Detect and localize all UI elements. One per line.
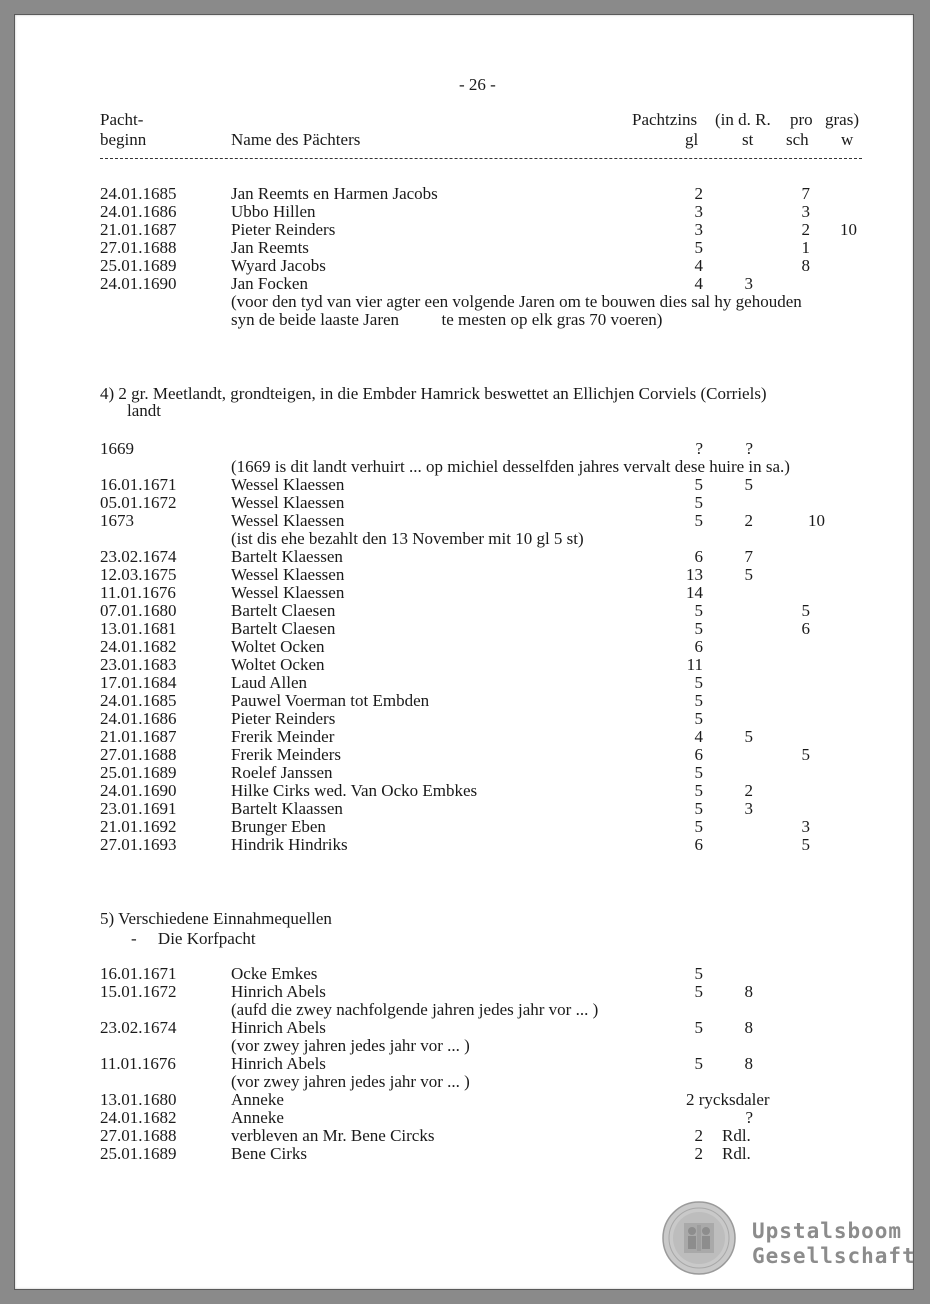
row-name: Ocke Emkes: [231, 964, 318, 983]
row-gl: 5: [694, 619, 703, 638]
table-row: [15, 620, 913, 638]
table-row: [15, 656, 913, 674]
header-name: Name des Pächters: [231, 130, 361, 149]
row-date: 24.01.1690: [100, 781, 177, 800]
row-name: Wessel Klaessen: [231, 493, 345, 512]
row-gl: 5: [694, 1054, 703, 1073]
row-note: (1669 is dit landt verhuirt ... op michiel desselfden jahres vervalt dese huire in sa.): [231, 457, 790, 476]
section-subheading: - Die Korfpacht: [131, 929, 256, 948]
document-page: [14, 14, 914, 1290]
row-name: Bartelt Klaassen: [231, 799, 343, 818]
row-date: 23.01.1683: [100, 655, 177, 674]
row-amount: 2 rycksdaler: [686, 1090, 770, 1109]
row-st: 2: [744, 511, 753, 530]
row-st: 5: [744, 475, 753, 494]
row-name: Wessel Klaessen: [231, 475, 345, 494]
row-gl: 14: [686, 583, 703, 602]
table-row: [15, 1145, 913, 1163]
table-row: [15, 983, 913, 1001]
table-row: [15, 710, 913, 728]
row-st: 7: [744, 547, 753, 566]
row-name: Laud Allen: [231, 673, 308, 692]
brand-name-line1: Upstalsboom: [752, 1219, 903, 1243]
header-divider: [100, 158, 862, 159]
row-st: 3: [744, 274, 753, 293]
header-gras: gras): [825, 110, 859, 129]
table-row: [15, 1127, 913, 1145]
table-row: [15, 476, 913, 494]
row-gl: 5: [694, 493, 703, 512]
row-name: Wessel Klaessen: [231, 511, 345, 530]
row-date: 24.01.1686: [100, 202, 177, 221]
row-date: 27.01.1688: [100, 1126, 177, 1145]
row-gl: 5: [694, 475, 703, 494]
row-note: (voor den tyd van vier agter een volgende Jaren om te bouwen dies sal hy gehouden: [231, 292, 802, 311]
row-w: 10: [840, 220, 857, 239]
table-row: [15, 185, 913, 203]
table-row: [15, 764, 913, 782]
section-heading: 5) Verschiedene Einnahmequellen: [100, 909, 332, 928]
row-name: Wyard Jacobs: [231, 256, 326, 275]
row-date: 23.01.1691: [100, 799, 177, 818]
row-date: 21.01.1687: [100, 220, 177, 239]
page-number: - 26 -: [459, 75, 496, 94]
row-note: syn de beide laaste Jaren te mesten op elk gras 70 voeren): [231, 310, 663, 329]
row-name: Ubbo Hillen: [231, 202, 316, 221]
header-gl: gl: [685, 130, 699, 149]
row-name: verbleven an Mr. Bene Circks: [231, 1126, 435, 1145]
row-sch: 8: [801, 256, 810, 275]
row-st: 5: [744, 565, 753, 584]
row-name: Bartelt Claesen: [231, 601, 336, 620]
row-date: 11.01.1676: [100, 583, 176, 602]
section-heading: 4) 2 gr. Meetlandt, grondteigen, in die Embder Hamrick beswettet an Ellichjen Corviels (Corriels): [100, 384, 767, 403]
table-row: [15, 512, 913, 530]
row-date: 24.01.1685: [100, 184, 177, 203]
table-row: [15, 1055, 913, 1073]
table-row: [15, 836, 913, 854]
table-row: [15, 548, 913, 566]
row-sch: 3: [801, 202, 810, 221]
table-row: [15, 203, 913, 221]
row-gl: 5: [694, 673, 703, 692]
row-unit: Rdl.: [722, 1144, 751, 1163]
row-gl: 5: [694, 601, 703, 620]
row-gl: 5: [694, 511, 703, 530]
row-note: (vor zwey jahren jedes jahr vor ... ): [231, 1036, 470, 1055]
row-gl: 5: [694, 1018, 703, 1037]
row-date: 25.01.1689: [100, 256, 177, 275]
table-row: [15, 1109, 913, 1127]
row-date: 13.01.1680: [100, 1090, 177, 1109]
row-name: Wessel Klaessen: [231, 583, 345, 602]
row-gl: 2: [694, 1126, 703, 1145]
row-name: Bartelt Klaessen: [231, 547, 343, 566]
row-st: 8: [744, 1018, 753, 1037]
row-sch: 1: [801, 238, 810, 257]
row-gl: 11: [686, 655, 703, 674]
header-date-line1: Pacht-: [100, 110, 144, 129]
table-row: [15, 728, 913, 746]
table-row: [15, 692, 913, 710]
row-date: 25.01.1689: [100, 1144, 177, 1163]
row-gl: 6: [694, 637, 703, 656]
row-date: 12.03.1675: [100, 565, 177, 584]
row-name: Jan Focken: [231, 274, 308, 293]
row-date: 24.01.1685: [100, 691, 177, 710]
row-date: 21.01.1692: [100, 817, 177, 836]
row-name: Frerik Meinder: [231, 727, 335, 746]
table-row: [15, 440, 913, 458]
row-date: 27.01.1688: [100, 745, 177, 764]
row-name: Hinrich Abels: [231, 1054, 326, 1073]
row-name: Bartelt Claesen: [231, 619, 336, 638]
row-name: Pieter Reinders: [231, 709, 336, 728]
row-name: Brunger Eben: [231, 817, 326, 836]
table-row: [15, 1019, 913, 1037]
table-row: [15, 239, 913, 257]
header-w: w: [841, 130, 854, 149]
row-date: 27.01.1693: [100, 835, 177, 854]
row-name: Bene Cirks: [231, 1144, 308, 1163]
table-row: [15, 818, 913, 836]
row-sch: 5: [801, 601, 810, 620]
row-date: 24.01.1682: [100, 1108, 177, 1127]
seal-logo-icon: [662, 1201, 736, 1275]
row-gl: 6: [694, 547, 703, 566]
table-row: [15, 602, 913, 620]
row-date: 16.01.1671: [100, 964, 177, 983]
row-name: Anneke: [231, 1108, 284, 1127]
row-date: 13.01.1681: [100, 619, 177, 638]
table-row: [15, 1091, 913, 1109]
row-gl: 5: [694, 964, 703, 983]
row-sch: 6: [801, 619, 810, 638]
table-row: [15, 674, 913, 692]
row-name: Wessel Klaessen: [231, 565, 345, 584]
row-date: 27.01.1688: [100, 238, 177, 257]
row-gl: 2: [694, 1144, 703, 1163]
table-row: [15, 257, 913, 275]
row-gl: 5: [694, 781, 703, 800]
row-name: Jan Reemts en Harmen Jacobs: [231, 184, 438, 203]
table-row: [15, 800, 913, 818]
table-row: [15, 275, 913, 293]
header-pro: pro: [790, 110, 813, 129]
row-name: Hinrich Abels: [231, 1018, 326, 1037]
row-gl: 4: [694, 274, 703, 293]
section-heading-cont: landt: [127, 401, 161, 420]
header-st: st: [742, 130, 754, 149]
row-name: Hindrik Hindriks: [231, 835, 348, 854]
row-date: 16.01.1671: [100, 475, 177, 494]
row-gl: 5: [694, 799, 703, 818]
row-date: 17.01.1684: [100, 673, 177, 692]
row-unit: Rdl.: [722, 1126, 751, 1145]
row-gl: 4: [694, 727, 703, 746]
row-gl: 3: [694, 202, 703, 221]
row-date: 07.01.1680: [100, 601, 177, 620]
header-pachtzins: Pachtzins: [632, 110, 698, 129]
table-row: [15, 494, 913, 512]
row-sch: 2: [801, 220, 810, 239]
table-row: [15, 221, 913, 239]
row-date: 1669: [100, 439, 134, 458]
row-note: (vor zwey jahren jedes jahr vor ... ): [231, 1072, 470, 1091]
table-row: [15, 638, 913, 656]
table-row: [15, 566, 913, 584]
row-name: Hilke Cirks wed. Van Ocko Embkes: [231, 781, 478, 800]
row-date: 1673: [100, 511, 134, 530]
row-date: 25.01.1689: [100, 763, 177, 782]
row-gl: 5: [694, 982, 703, 1001]
row-name: Pauwel Voerman tot Embden: [231, 691, 430, 710]
row-name: Anneke: [231, 1090, 284, 1109]
header-date-line2: beginn: [100, 130, 147, 149]
header-sch: sch: [786, 130, 809, 149]
row-name: Jan Reemts: [231, 238, 309, 257]
row-gl: 3: [694, 220, 703, 239]
row-gl: ?: [695, 439, 703, 458]
row-gl: 5: [694, 817, 703, 836]
row-gl: 6: [694, 835, 703, 854]
row-sch: 5: [801, 835, 810, 854]
table-row: [15, 965, 913, 983]
row-st: 2: [744, 781, 753, 800]
table-row: [15, 782, 913, 800]
row-gl: 2: [694, 184, 703, 203]
row-sch: 5: [801, 745, 810, 764]
row-note: (ist dis ehe bezahlt den 13 November mit 10 gl 5 st): [231, 529, 584, 548]
row-sch: 3: [801, 817, 810, 836]
brand-name-line2: Gesellschaft: [752, 1244, 916, 1268]
row-gl: 5: [694, 709, 703, 728]
row-name: Woltet Ocken: [231, 637, 325, 656]
row-name: Frerik Meinders: [231, 745, 342, 764]
row-name: Pieter Reinders: [231, 220, 336, 239]
row-gl: 5: [694, 763, 703, 782]
row-date: 24.01.1690: [100, 274, 177, 293]
row-st: ?: [745, 1108, 753, 1127]
row-date: 15.01.1672: [100, 982, 177, 1001]
table-row: [15, 584, 913, 602]
row-date: 11.01.1676: [100, 1054, 176, 1073]
row-date: 24.01.1686: [100, 709, 177, 728]
row-gl: 13: [686, 565, 703, 584]
row-gl: 6: [694, 745, 703, 764]
row-gl: 4: [694, 256, 703, 275]
row-note: (aufd die zwey nachfolgende jahren jedes jahr vor ... ): [231, 1000, 599, 1019]
row-name: Woltet Ocken: [231, 655, 325, 674]
header-in-d-r: (in d. R.: [715, 110, 771, 129]
row-st: ?: [745, 439, 753, 458]
row-st: 8: [744, 1054, 753, 1073]
row-sch: 10: [808, 511, 825, 530]
table-row: [15, 746, 913, 764]
row-date: 23.02.1674: [100, 1018, 177, 1037]
row-date: 23.02.1674: [100, 547, 177, 566]
row-gl: 5: [694, 691, 703, 710]
row-st: 3: [744, 799, 753, 818]
row-name: Hinrich Abels: [231, 982, 326, 1001]
row-name: Roelef Janssen: [231, 763, 333, 782]
row-gl: 5: [694, 238, 703, 257]
row-st: 8: [744, 982, 753, 1001]
row-st: 5: [744, 727, 753, 746]
row-date: 21.01.1687: [100, 727, 177, 746]
row-date: 24.01.1682: [100, 637, 177, 656]
row-sch: 7: [801, 184, 810, 203]
row-date: 05.01.1672: [100, 493, 177, 512]
